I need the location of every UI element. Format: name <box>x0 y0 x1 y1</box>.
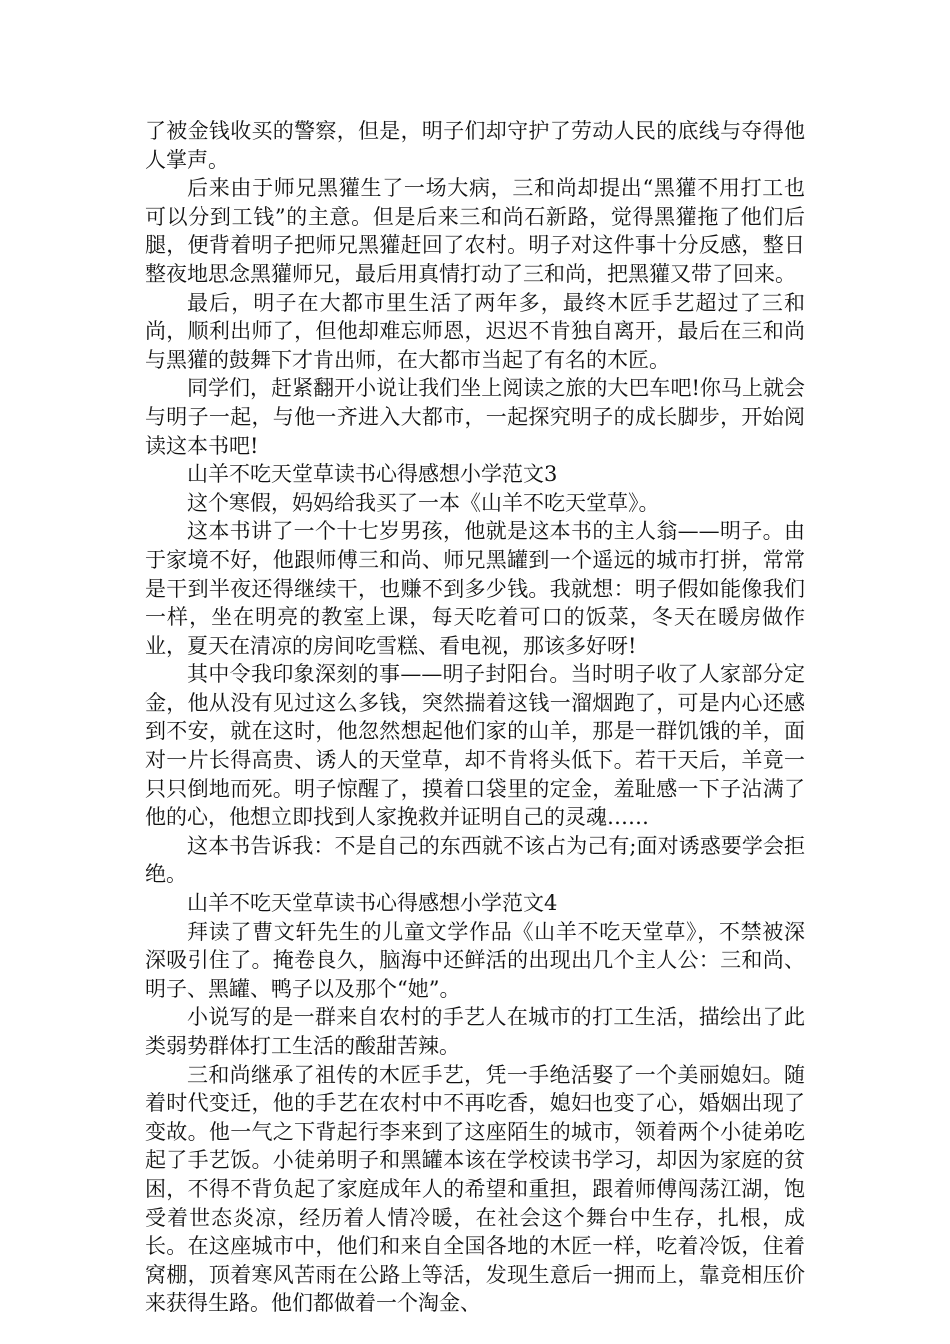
paragraph-9: 拜读了曹文轩先生的儿童文学作品《山羊不吃天堂草》，不禁被深深吸引住了。掩卷良久，脑海中还鲜活的出现出几个主人公：三和尚、明子、黑罐、鸭子以及那个“她”。 <box>145 919 805 1001</box>
paragraph-1: 了被金钱收买的警察，但是，明子们却守护了劳动人民的底线与夺得他人掌声。 <box>145 119 805 172</box>
paragraph-3: 最后，明子在大都市里生活了两年多，最终木匠手艺超过了三和尚，顺利出师了，但他却难忘师恩，迟迟不肯独自离开，最后在三和尚与黑獾的鼓舞下才肯出师，在大都市当起了有名的木匠。 <box>145 290 805 372</box>
document-page <box>145 117 805 1318</box>
paragraph-7: 其中令我印象深刻的事——明子封阳台。当时明子收了人家部分定金，他从没有见过这么多钱，突然揣着这钱一溜烟跑了，可是内心还感到不安，就在这时，他忽然想起他们家的山羊，那是一群饥饿的羊，面对一片长得高贵、诱人的天堂草，却不肯将头低下。若干天后，羊竟一只只倒地而死。明子惊醒了，摸着口袋里的定金，羞耻感一下子沾满了他的心，他想立即找到人家挽救并证明自己的灵魂…… <box>145 662 805 830</box>
paragraph-2: 后来由于师兄黑獾生了一场大病，三和尚却提出“黑獾不用打工也可以分到工钱”的主意。但是后来三和尚石新路，觉得黑獾拖了他们后腿，便背着明子把师兄黑獾赶回了农村。明子对这件事十分反感，整日整夜地思念黑獾师兄，最后用真情打动了三和尚，把黑獾又带了回来。 <box>145 176 805 286</box>
section-heading-3: 山羊不吃天堂草读书心得感想小学范文3 <box>187 462 558 487</box>
paragraph-10: 小说写的是一群来自农村的手艺人在城市的打工生活，描绘出了此类弱势群体打工生活的酸甜苦辣。 <box>145 1005 805 1058</box>
paragraph-8: 这本书告诉我：不是自己的东西就不该占为己有;面对诱惑要学会拒绝。 <box>145 833 805 887</box>
paragraph-4: 同学们，赶紧翻开小说让我们坐上阅读之旅的大巴车吧!你马上就会与明子一起，与他一齐进入大都市，一起探究明子的成长脚步，开始阅读这本书吧! <box>145 376 805 458</box>
paragraph-5: 这个寒假，妈妈给我买了一本《山羊不吃天堂草》。 <box>187 490 660 515</box>
paragraph-11: 三和尚继承了祖传的木匠手艺，凭一手绝活娶了一个美丽媳妇。随着时代变迁，他的手艺在农村中不再吃香，媳妇也变了心，婚姻出现了变故。他一气之下背起行李来到了这座陌生的城市，领着两个小徒弟吃起了手艺饭。小徒弟明子和黑罐本该在学校读书学习，却因为家庭的贫困，不得不背负起了家庭成年人的希望和重担，跟着师傅闯荡江湖，饱受着世态炎凉，经历着人情冷暖，在社会这个舞台中生存，扎根，成长。在这座城市中，他们和来自全国各地的木匠一样，吃着冷饭，住着窝棚，顶着寒风苦雨在公路上等活，发现生意后一拥而上，靠竞相压价来获得生路。他们都做着一个淘金、 <box>145 1062 805 1316</box>
section-heading-4: 山羊不吃天堂草读书心得感想小学范文4 <box>187 891 558 916</box>
paragraph-6: 这本书讲了一个十七岁男孩，他就是这本书的主人翁——明子。由于家境不好，他跟师傅三和尚、师兄黑罐到一个遥远的城市打拼，常常是干到半夜还得继续干，也赚不到多少钱。我就想：明子假如能像我们一样，坐在明亮的教室上课，每天吃着可口的饭菜，冬天在暖房做作业，夏天在清凉的房间吃雪糕、看电视，那该多好呀! <box>145 519 805 658</box>
